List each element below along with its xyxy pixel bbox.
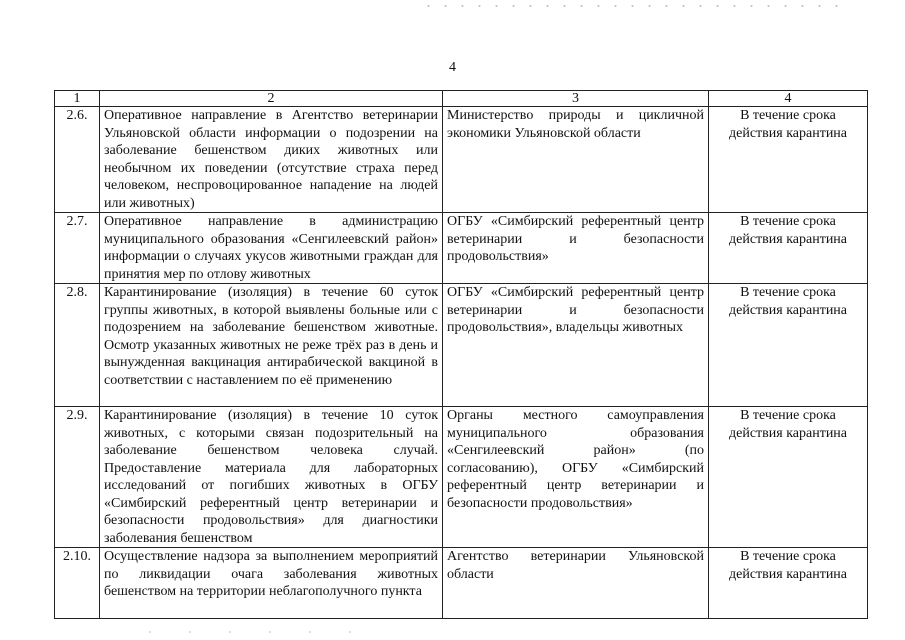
term-cell: В течение срока действия карантина	[709, 284, 868, 407]
table-row	[55, 407, 868, 548]
responsible-cell: Агентство ветеринарии Ульяновской области	[443, 548, 709, 619]
row-number: 2.6.	[55, 107, 100, 213]
term-cell: В течение срока действия карантина	[709, 407, 868, 548]
row-number: 2.8.	[55, 284, 100, 407]
measure-cell: Карантинирование (изоляция) в течение 60 суток группы животных, в которой выявлены больные или с подозрением на заболевание бешенством животные. Осмотр указанных животных не реже трёх раз в день и вынужденная вакцинация антирабической вакциной в соответствии с наставлением по её применению	[100, 284, 443, 407]
header-cell-2: 2	[100, 91, 443, 107]
term-cell: В течение срока действия карантина	[709, 213, 868, 284]
table-header-row	[55, 91, 868, 107]
scan-artifact-bottom	[130, 630, 360, 634]
page-number: 4	[449, 60, 456, 75]
responsible-cell: Органы местного самоуправления муниципального образования «Сенгилеевский район» (по согласованию), ОГБУ «Симбирский референтный центр ветеринарии и безопасности продовольствия»	[443, 407, 709, 548]
responsible-cell: ОГБУ «Симбирский референтный центр ветеринарии и безопасности продовольствия»	[443, 213, 709, 284]
scan-artifact-top	[420, 4, 840, 8]
measures-table	[54, 90, 868, 619]
measure-cell: Оперативное направление в администрацию муниципального образования «Сенгилеевский район» информации о случаях укусов животными граждан для принятия мер по отлову животных	[100, 213, 443, 284]
row-number: 2.10.	[55, 548, 100, 619]
row-number: 2.9.	[55, 407, 100, 548]
header-cell-4: 4	[709, 91, 868, 107]
measure-cell: Карантинирование (изоляция) в течение 10 суток животных, с которыми связан подозрительный на заболевание бешенством человека случай. Предоставление материала для лабораторных исследований от погибших животных в ОГБУ «Симбирский референтный центр ветеринарии и безопасности продовольствия» для диагностики заболевания бешенством	[100, 407, 443, 548]
measure-cell: Оперативное направление в Агентство ветеринарии Ульяновской области информации о подозрении на заболевание бешенством диких животных или необычном их поведении (отсутствие страха перед человеком, неспровоцированное нападение на людей или животных)	[100, 107, 443, 213]
header-cell-1: 1	[55, 91, 100, 107]
term-cell: В течение срока действия карантина	[709, 548, 868, 619]
header-cell-3: 3	[443, 91, 709, 107]
responsible-cell: Министерство природы и цикличной экономики Ульяновской области	[443, 107, 709, 213]
row-number: 2.7.	[55, 213, 100, 284]
measure-cell: Осуществление надзора за выполнением мероприятий по ликвидации очага заболевания животных бешенством на территории неблагополучного пункта	[100, 548, 443, 619]
table-row	[55, 284, 868, 407]
responsible-cell: ОГБУ «Симбирский референтный центр ветеринарии и безопасности продовольствия», владельцы животных	[443, 284, 709, 407]
table-row	[55, 548, 868, 619]
table-row	[55, 107, 868, 213]
term-cell: В течение срока действия карантина	[709, 107, 868, 213]
table-row	[55, 213, 868, 284]
